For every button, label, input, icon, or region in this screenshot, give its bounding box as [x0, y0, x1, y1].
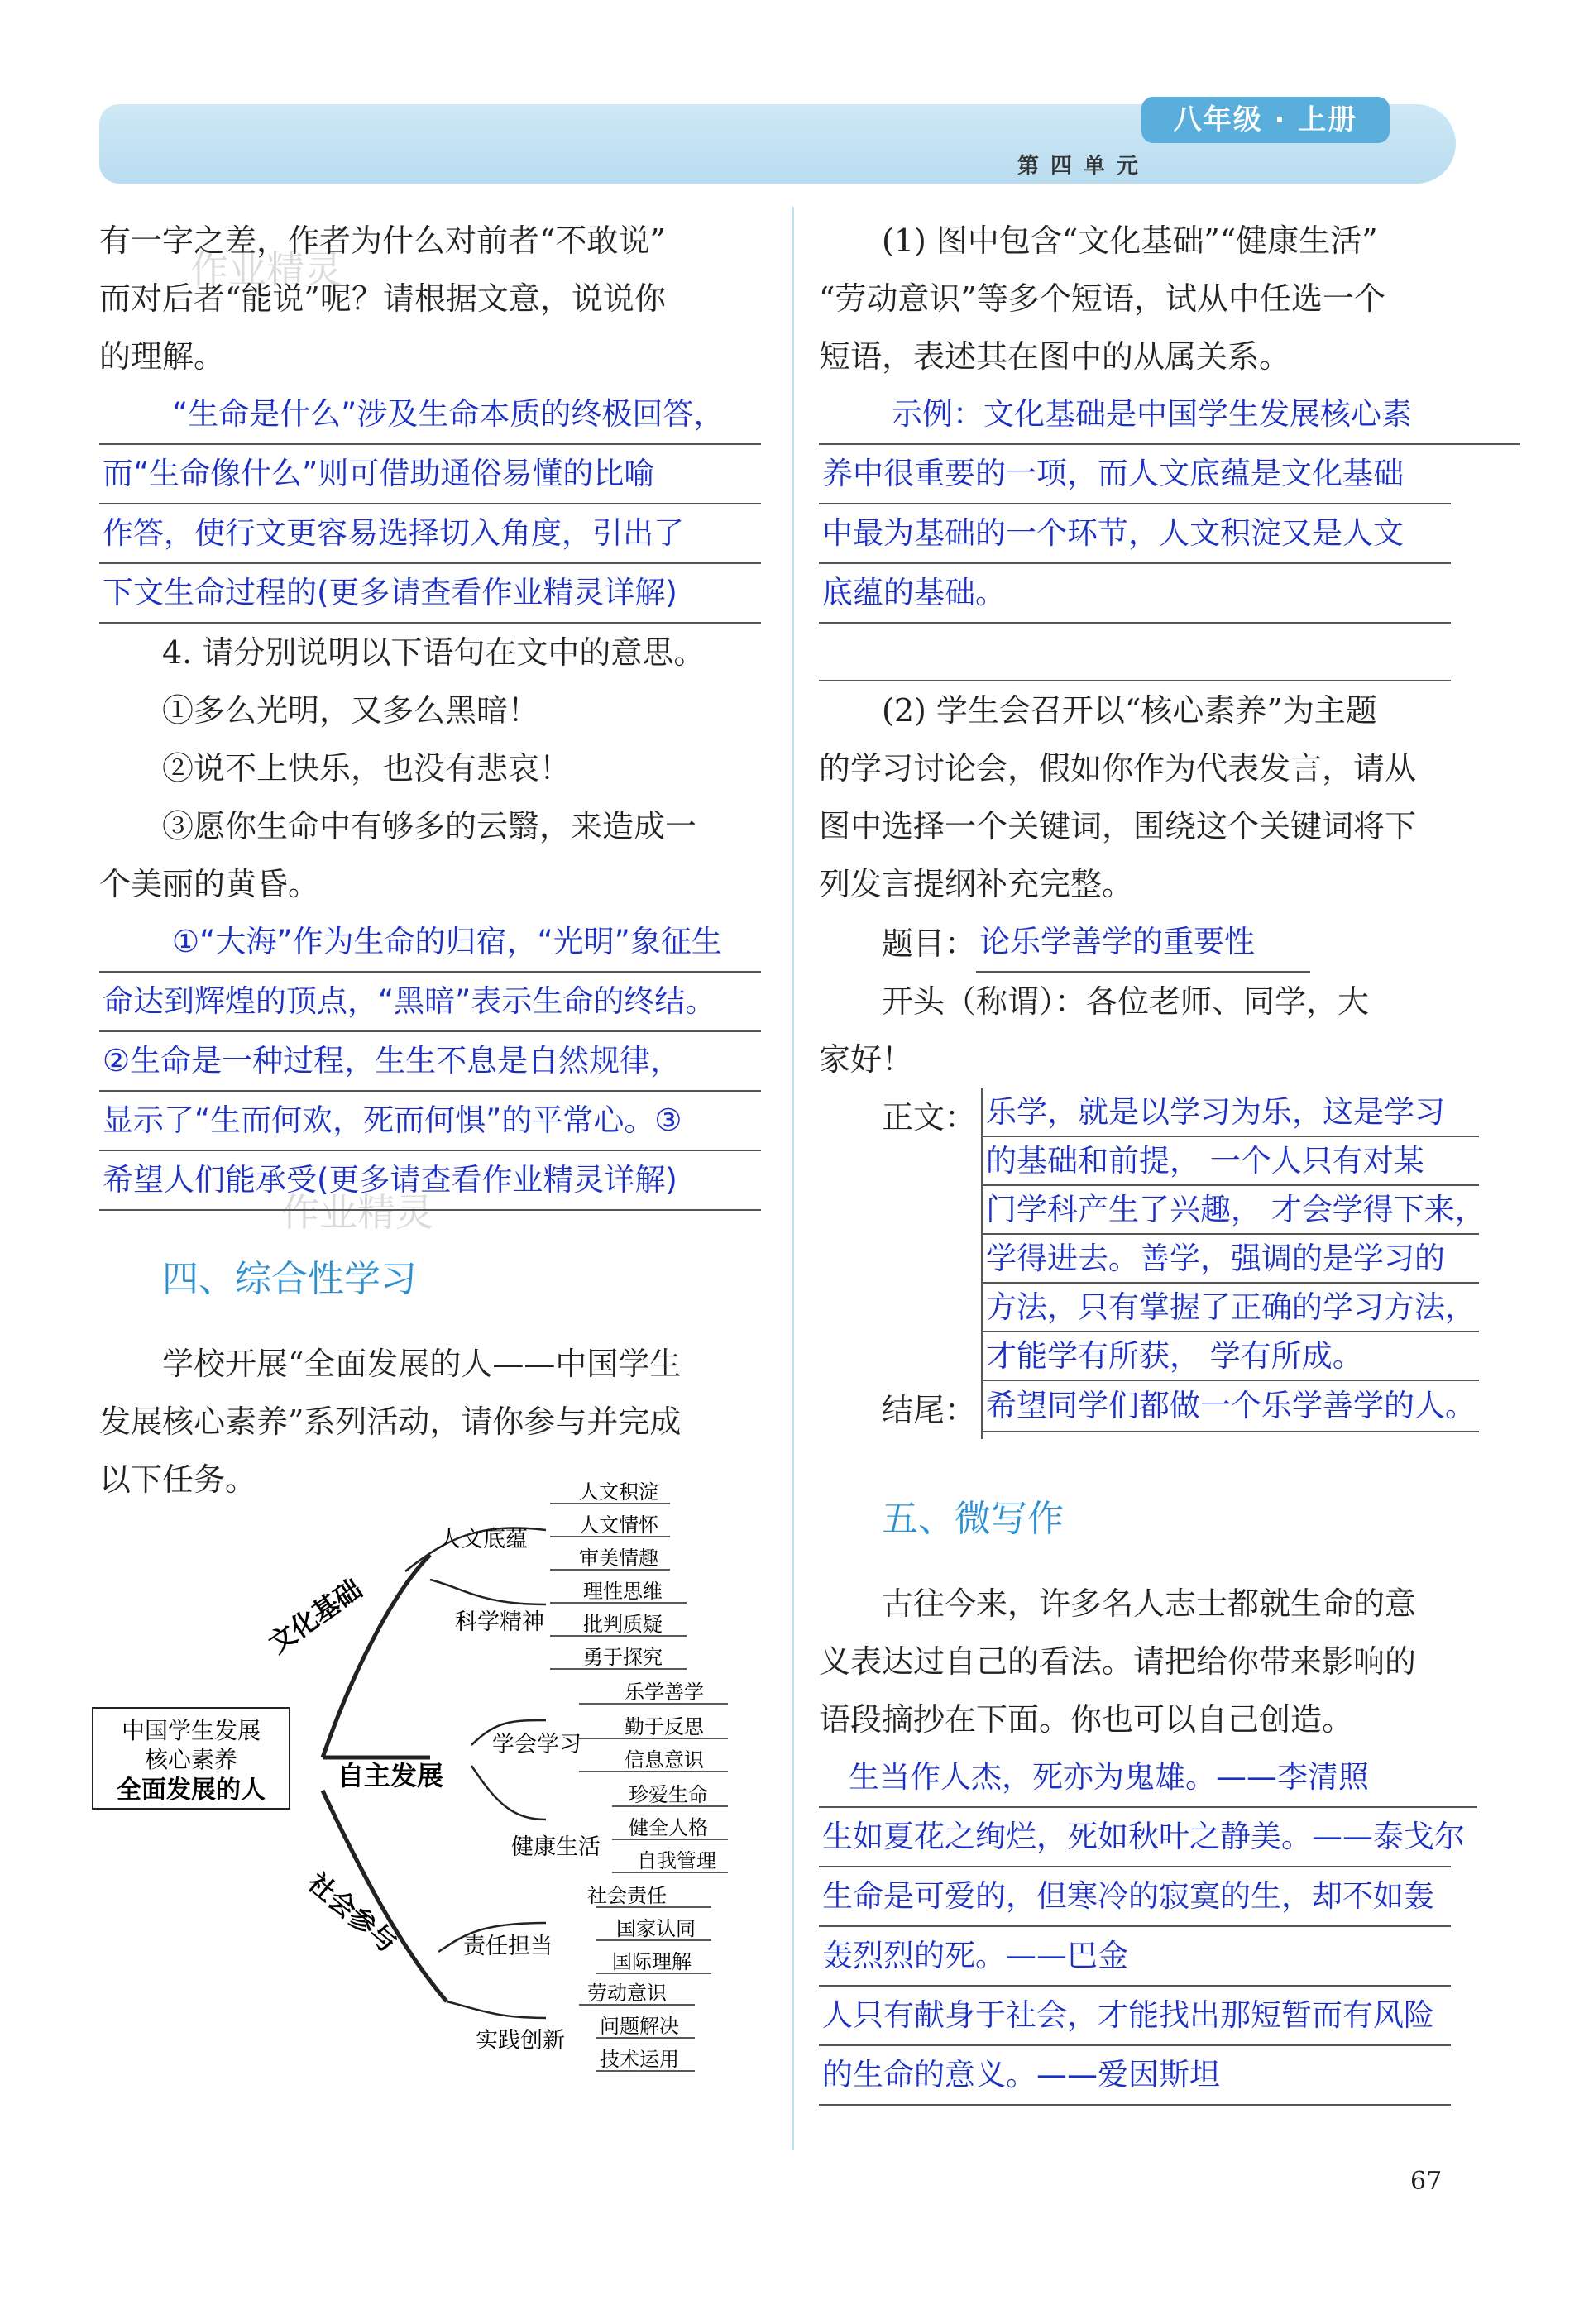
- mind-map-leaf: 批判质疑: [583, 1613, 663, 1636]
- answer-line: 命达到辉煌的顶点，“黑暗”表示生命的终结。: [99, 973, 761, 1032]
- mind-map-sub: 学会学习: [492, 1732, 581, 1757]
- question-text: ①多么光明，又多么黑暗！: [162, 692, 540, 729]
- mind-map-leaf: 勤于反思: [625, 1715, 704, 1738]
- end-label: 结尾：: [882, 1392, 977, 1428]
- question-text: ③愿你生命中有够多的云翳，来造成一: [162, 808, 697, 844]
- section-title: 五、微写作: [882, 1498, 1064, 1540]
- question-text: 4. 请分别说明以下语句在文中的意思。: [162, 634, 706, 671]
- mind-map-branch: 社会参与: [301, 1867, 404, 1959]
- mind-map-leaf: 乐学善学: [625, 1681, 704, 1704]
- mind-map-leaf: 自我管理: [637, 1849, 716, 1872]
- answer-line: 而“生命像什么”则可借助通俗易懂的比喻: [99, 445, 761, 504]
- answer-line: 门学科产生了兴趣， 才会学得下来，: [983, 1186, 1479, 1235]
- topic-answer: 论乐学善学的重要性: [976, 913, 1310, 973]
- question-text: 短语，表述其在图中的从属关系。: [819, 338, 1291, 375]
- body-text: 发展核心素养”系列活动，请你参与并完成: [99, 1403, 682, 1440]
- mind-map-leaf: 社会责任: [587, 1884, 667, 1907]
- page-number: 67: [1410, 2167, 1443, 2196]
- answer-line: 生如夏花之绚烂，死如秋叶之静美。——泰戈尔: [819, 1808, 1451, 1867]
- mind-map-leaf: 理性思维: [583, 1580, 663, 1603]
- column-divider: [792, 207, 794, 2150]
- answer-line: 示例：文化基础是中国学生发展核心素: [819, 385, 1520, 445]
- body-answer-box: [981, 1088, 1486, 1381]
- body-text: 语段摘抄在下面。你也可以自己创造。: [819, 1701, 1354, 1738]
- mind-map-sub: 健康生活: [511, 1834, 601, 1860]
- question-text: 有一字之差，作者为什么对前者“不敢说”: [99, 222, 666, 259]
- question-text: 的理解。: [99, 338, 226, 375]
- unit-label: 第四单元: [1017, 154, 1151, 179]
- body-row: [819, 1088, 1497, 1381]
- answer-line: 底蕴的基础。: [819, 564, 1451, 624]
- mind-map-branch: 自主发展: [337, 1760, 444, 1791]
- answer-line: 作答，使行文更容易选择切入角度，引出了: [99, 504, 761, 564]
- body-label: 正文：: [882, 1099, 977, 1136]
- mind-map-leaf: 国际理解: [612, 1950, 692, 1973]
- right-column: [819, 212, 1497, 2106]
- answer-line: 希望人们能承受(更多请查看作业精灵详解): [99, 1151, 761, 1211]
- answer-line: 显示了“生而何欢，死而何惧”的平常心。③: [99, 1092, 761, 1151]
- mind-map-sub: 人文底蕴: [438, 1527, 528, 1552]
- left-column: [99, 212, 761, 1509]
- topic-row: [819, 913, 1497, 973]
- question-text: 个美丽的黄昏。: [99, 866, 320, 902]
- question-text: (2) 学生会召开以“核心素养”为主题: [882, 692, 1377, 729]
- mind-map-leaf: 健全人格: [629, 1816, 708, 1839]
- mind-map-root-line: 中国学生发展: [121, 1717, 261, 1744]
- mind-map-leaf: 勇于探究: [583, 1646, 663, 1669]
- mind-map-sub: 责任担当: [463, 1934, 553, 1959]
- body-text: 学校开展“全面发展的人——中国学生: [162, 1346, 682, 1382]
- mind-map-leaf: 人文情怀: [579, 1513, 658, 1537]
- question-text: 而对后者“能说”呢？请根据文意，说说你: [99, 280, 666, 317]
- answer-line: 生当作人杰，死亦为鬼雄。——李清照: [819, 1748, 1477, 1808]
- section-title: 四、综合性学习: [162, 1258, 417, 1300]
- question-text: ②说不上快乐，也没有悲哀！: [162, 750, 572, 787]
- answer-line: 中最为基础的一个环节，人文积淀又是人文: [819, 504, 1451, 564]
- end-row: [819, 1381, 1497, 1439]
- answer-line: 养中很重要的一项，而人文底蕴是文化基础: [819, 445, 1451, 504]
- answer-line: 才能学有所获， 学有所成。: [983, 1332, 1479, 1381]
- answer-line: ①“大海”作为生命的归宿，“光明”象征生: [99, 913, 761, 973]
- watermark: 作业精灵: [281, 1190, 433, 1235]
- answer-line: 方法，只有掌握了正确的学习方法，: [983, 1284, 1479, 1332]
- mind-map-leaf: 国家认同: [616, 1917, 696, 1940]
- answer-line: 的基础和前提， 一个人只有对某: [983, 1137, 1479, 1186]
- topic-label: 题目：: [882, 925, 977, 962]
- body-text: 以下任务。: [99, 1461, 257, 1498]
- blank-answer-line: [819, 624, 1451, 681]
- mind-map-leaf: 劳动意识: [587, 1982, 667, 2005]
- mind-map-leaf: 人文积淀: [579, 1480, 658, 1504]
- answer-line: 人只有献身于社会，才能找出那短暂而有风险: [819, 1987, 1451, 2046]
- mind-map-leaf: 审美情趣: [579, 1547, 658, 1570]
- question-text: (1) 图中包含“文化基础”“健康生活”: [882, 222, 1378, 259]
- answer-line: 下文生命过程的(更多请查看作业精灵详解): [99, 564, 761, 624]
- body-text: 家好！: [819, 1041, 914, 1078]
- mind-map: [83, 1472, 761, 2101]
- answer-line: 的生命的意义。——爱因斯坦: [819, 2046, 1451, 2106]
- question-text: 图中选择一个关键词，围绕这个关键词将下: [819, 808, 1417, 844]
- answer-line: “生命是什么”涉及生命本质的终极回答，: [99, 385, 761, 445]
- answer-line: 生命是可爱的，但寒冷的寂寞的生，却不如轰: [819, 1867, 1451, 1927]
- mind-map-root-line: 核心素养: [144, 1746, 238, 1773]
- mind-map-leaf: 信息意识: [625, 1748, 704, 1772]
- mind-map-leaf: 技术运用: [600, 2048, 679, 2071]
- mind-map-leaf: 珍爱生命: [629, 1783, 708, 1806]
- body-text: 开头（称谓）：各位老师、同学，大: [882, 983, 1370, 1020]
- answer-line: 希望同学们都做一个乐学善学的人。: [983, 1381, 1479, 1432]
- watermark: 作业精灵: [190, 247, 342, 292]
- answer-line: 乐学，就是以学习为乐，这是学习: [983, 1088, 1479, 1137]
- mind-map-branch: 文化基础: [262, 1572, 368, 1660]
- body-text: 义表达过自己的看法。请把给你带来影响的: [819, 1643, 1417, 1680]
- mind-map-leaf: 问题解决: [600, 2015, 679, 2038]
- question-text: 列发言提纲补充完整。: [819, 866, 1134, 902]
- question-text: “劳动意识”等多个短语，试从中任选一个: [819, 280, 1385, 317]
- grade-tag: 八年级 · 上册: [1141, 97, 1390, 143]
- answer-line: ②生命是一种过程，生生不息是自然规律，: [99, 1032, 761, 1092]
- body-text: 古往今来，许多名人志士都就生命的意: [882, 1585, 1417, 1622]
- question-text: 的学习讨论会，假如你作为代表发言，请从: [819, 750, 1417, 787]
- mind-map-sub: 科学精神: [455, 1609, 544, 1635]
- mind-map-root-line: 全面发展的人: [117, 1776, 266, 1805]
- answer-line: 轰烈烈的死。——巴金: [819, 1927, 1451, 1987]
- mind-map-sub: 实践创新: [476, 2028, 565, 2054]
- answer-line: 学得进去。善学，强调的是学习的: [983, 1235, 1479, 1284]
